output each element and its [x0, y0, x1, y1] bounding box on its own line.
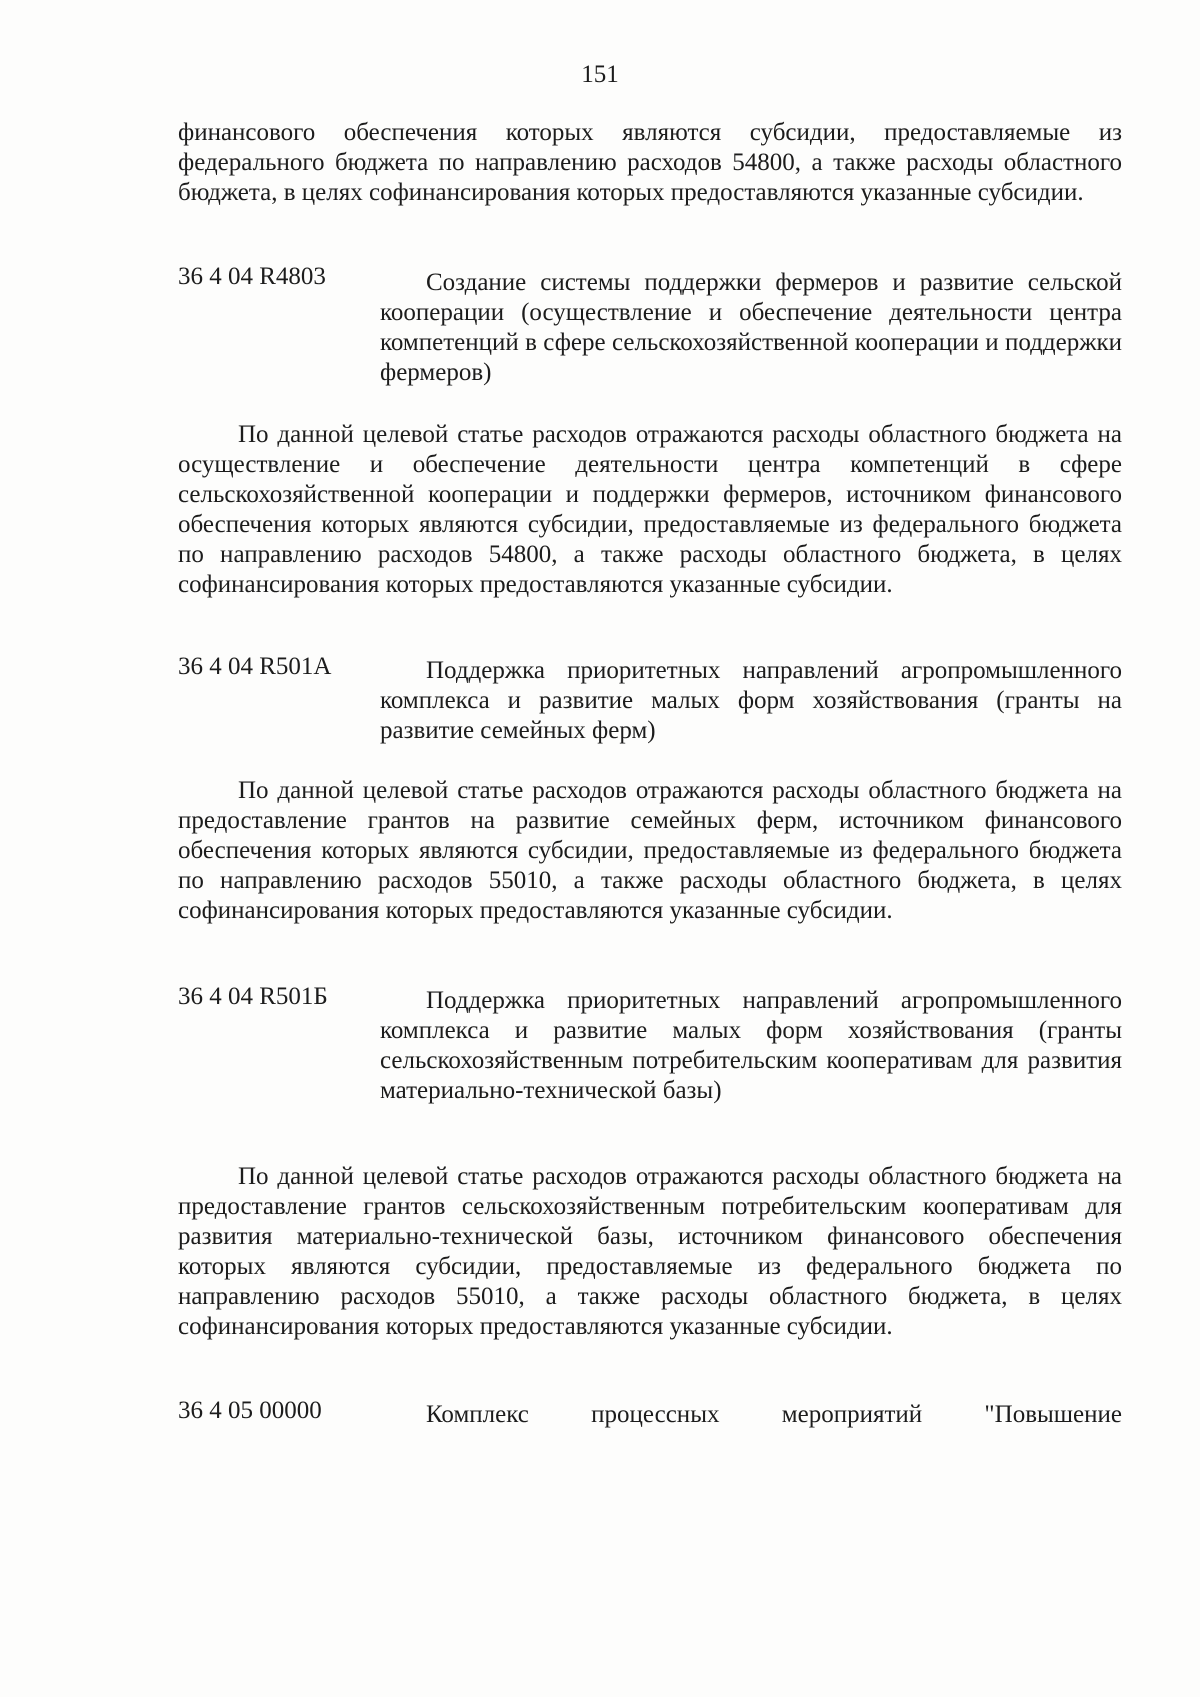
- page-number: 151: [581, 61, 619, 88]
- entry-code: 36 4 04 R501А: [178, 653, 332, 680]
- entry-title: Создание системы поддержки фермеров и развитие сельской кооперации (осуществление и обеспечение деятельности центра компетенций в сфере сельскохозяйственной кооперации и поддержки фермеров): [380, 269, 1122, 386]
- entry-description: По данной целевой статье расходов отражаются расходы областного бюджета на осуществление и обеспечение деятельности центра компетенций в сфере сельскохозяйственной кооперации и поддержки фермеров, источником финансового обеспечения которых являются субсидии, предоставляемые из федерального бюджета по направлению расходов 54800, а также расходы областного бюджета, в целях софинансирования которых предоставляются указанные субсидии.: [178, 421, 1122, 598]
- entry-code: 36 4 05 00000: [178, 1397, 322, 1424]
- entry-code: 36 4 04 R501Б: [178, 983, 328, 1010]
- carryover-paragraph: финансового обеспечения которых являются субсидии, предоставляемые из федерального бюджета по направлению расходов 54800, а также расходы областного бюджета, в целях софинансирования которых предоставляются указанные субсидии.: [178, 119, 1122, 206]
- entry-code: 36 4 04 R4803: [178, 263, 326, 290]
- entry-title: Комплекс процессных мероприятий "Повышение: [426, 1401, 1122, 1428]
- entry-description: По данной целевой статье расходов отражаются расходы областного бюджета на предоставление грантов на развитие семейных ферм, источником финансового обеспечения которых являются субсидии, предоставляемые из федерального бюджета по направлению расходов 55010, а также расходы областного бюджета, в целях софинансирования которых предоставляются указанные субсидии.: [178, 777, 1122, 924]
- entry-description: По данной целевой статье расходов отражаются расходы областного бюджета на предоставление грантов сельскохозяйственным потребительским кооперативам для развития материально-технической базы, источником финансового обеспечения которых являются субсидии, предоставляемые из федерального бюджета по направлению расходов 55010, а также расходы областного бюджета, в целях софинансирования которых предоставляются указанные субсидии.: [178, 1163, 1122, 1340]
- entry-title: Поддержка приоритетных направлений агропромышленного комплекса и развитие малых форм хозяйствования (гранты на развитие семейных ферм): [380, 657, 1122, 744]
- entry-title: Поддержка приоритетных направлений агропромышленного комплекса и развитие малых форм хозяйствования (гранты сельскохозяйственным потребительским кооперативам для развития материально-технической базы): [380, 987, 1122, 1104]
